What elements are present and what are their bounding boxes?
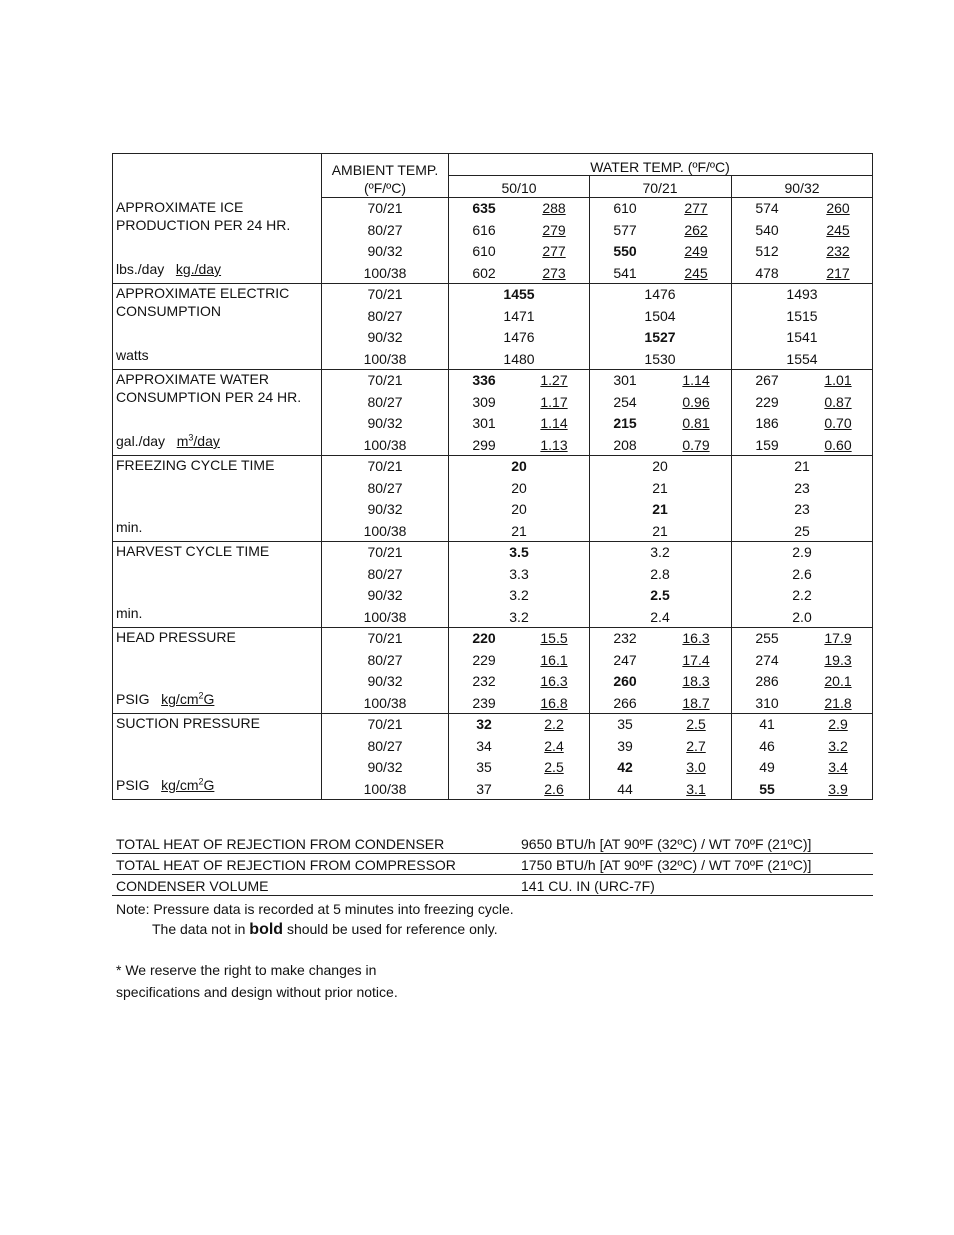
value-metric: 0.81 (682, 415, 710, 431)
ambient-temp-cell: 80/27 (367, 307, 403, 324)
section-title: FREEZING CYCLE TIME (116, 457, 275, 473)
value-imperial: 610 (472, 243, 496, 259)
section-divider (112, 283, 873, 284)
ambient-temp-cell: 80/27 (367, 565, 403, 582)
value-metric: 232 (826, 243, 850, 259)
value-imperial: 32 (476, 716, 492, 732)
table-top-border (112, 153, 873, 154)
reserve-note-line1: * We reserve the right to make changes in (116, 962, 377, 978)
note-pressure: Note: Pressure data is recorded at 5 minutes into freezing cycle. (116, 901, 514, 917)
unit-primary: gal./day (116, 433, 166, 449)
unit-metric-suffix: /day (193, 433, 220, 449)
value-imperial: 46 (759, 737, 775, 754)
value-metric: 1.17 (540, 393, 568, 410)
value-metric: 2.5 (544, 759, 564, 775)
summary-label: CONDENSER VOLUME (116, 878, 269, 894)
value-imperial: 229 (472, 651, 496, 668)
note-bold-reference (152, 921, 498, 938)
value-imperial: 550 (613, 243, 637, 259)
value-cell: 20 (511, 458, 527, 474)
header-sub-divider (448, 175, 873, 176)
value-imperial: 301 (613, 372, 637, 388)
reserve-note-line2: specifications and design without prior notice. (116, 984, 398, 1000)
unit-metric-base: kg./day (175, 261, 222, 277)
value-cell: 2.5 (650, 587, 670, 603)
value-imperial: 42 (617, 759, 633, 775)
value-metric: 260 (826, 200, 850, 216)
section-divider (112, 369, 873, 370)
section-unit (116, 777, 214, 793)
table-left-border (112, 153, 113, 799)
value-metric: 2.5 (686, 716, 706, 732)
value-metric: 3.2 (828, 737, 848, 754)
section-unit (116, 691, 214, 707)
note-bold-pre: The data not in (152, 921, 250, 937)
ambient-temp-cell: 100/38 (363, 522, 407, 539)
value-imperial: 478 (755, 264, 779, 281)
value-imperial: 220 (472, 630, 496, 646)
table-right-border (872, 153, 873, 799)
unit-metric-suffix: G (203, 691, 215, 707)
ambient-temp-cell: 100/38 (363, 436, 407, 453)
section-title: SUCTION PRESSURE (116, 715, 260, 731)
unit-metric-base: kg/cm (161, 777, 199, 793)
unit-primary: lbs./day (116, 261, 165, 277)
value-imperial: 616 (472, 221, 496, 238)
value-cell: 1554 (786, 350, 818, 367)
value-metric: 17.9 (824, 630, 852, 646)
value-metric: 18.7 (682, 694, 710, 711)
section-title: CONSUMPTION PER 24 HR. (116, 389, 302, 405)
water-col-90-32: 90/32 (784, 180, 820, 196)
section-divider (112, 455, 873, 456)
value-cell: 1541 (786, 329, 818, 345)
value-imperial: 274 (755, 651, 779, 668)
value-imperial: 41 (759, 716, 775, 732)
value-imperial: 574 (755, 200, 779, 216)
ambient-temp-cell: 100/38 (363, 608, 407, 625)
value-imperial: 266 (613, 694, 637, 711)
value-metric: 2.9 (828, 716, 848, 732)
value-cell: 21 (652, 479, 668, 496)
summary-divider (112, 853, 873, 854)
ambient-temp-cell: 80/27 (367, 651, 403, 668)
value-metric: 277 (542, 243, 566, 259)
value-metric: 17.4 (682, 651, 710, 668)
value-cell: 3.2 (509, 608, 529, 625)
section-title: HEAD PRESSURE (116, 629, 236, 645)
ambient-temp-cell: 100/38 (363, 780, 407, 797)
ambient-temp-cell: 90/32 (367, 673, 403, 689)
note-bold-post: should be used for reference only. (283, 921, 498, 937)
value-imperial: 286 (755, 673, 779, 689)
value-cell: 21 (794, 458, 810, 474)
water-temp-header: WATER TEMP. (ºF/ºC) (590, 159, 730, 175)
section-title: APPROXIMATE WATER (116, 371, 269, 387)
ambient-temp-cell: 70/21 (367, 716, 403, 732)
value-metric: 0.60 (824, 436, 852, 453)
value-cell: 21 (652, 501, 668, 517)
value-metric: 277 (684, 200, 708, 216)
ambient-temp-cell: 90/32 (367, 587, 403, 603)
value-cell: 1476 (644, 286, 676, 302)
value-metric: 1.14 (682, 372, 710, 388)
ambient-col-border (321, 153, 322, 799)
value-metric: 2.6 (544, 780, 564, 797)
value-cell: 3.3 (509, 565, 529, 582)
unit-metric (161, 691, 214, 707)
value-metric: 16.3 (682, 630, 710, 646)
value-metric: 2.7 (686, 737, 706, 754)
summary-label: TOTAL HEAT OF REJECTION FROM COMPRESSOR (116, 857, 456, 873)
value-metric: 19.3 (824, 651, 852, 668)
value-metric: 273 (542, 264, 566, 281)
value-metric: 1.27 (540, 372, 568, 388)
value-imperial: 215 (613, 415, 637, 431)
ambient-temp-cell: 80/27 (367, 479, 403, 496)
ambient-temp-cell: 70/21 (367, 200, 403, 216)
value-imperial: 55 (759, 780, 775, 797)
value-imperial: 336 (472, 372, 496, 388)
value-imperial: 239 (472, 694, 496, 711)
value-cell: 1527 (644, 329, 676, 345)
value-imperial: 159 (755, 436, 779, 453)
value-imperial: 44 (617, 780, 633, 797)
value-imperial: 232 (613, 630, 637, 646)
value-imperial: 208 (613, 436, 637, 453)
section-unit (116, 261, 221, 277)
unit-metric-base: kg/cm (161, 691, 199, 707)
summary-label: TOTAL HEAT OF REJECTION FROM CONDENSER (116, 836, 445, 852)
value-cell: 25 (794, 522, 810, 539)
value-imperial: 309 (472, 393, 496, 410)
header-bottom-border (321, 197, 873, 198)
ambient-temp-cell: 70/21 (367, 630, 403, 646)
ambient-temp-cell: 70/21 (367, 286, 403, 302)
section-title: HARVEST CYCLE TIME (116, 543, 270, 559)
unit-metric (177, 433, 220, 449)
value-cell: 23 (794, 479, 810, 496)
summary-divider (112, 895, 873, 896)
unit-metric-suffix: G (203, 777, 215, 793)
value-metric: 1.01 (824, 372, 852, 388)
ambient-temp-cell: 90/32 (367, 501, 403, 517)
value-imperial: 512 (755, 243, 779, 259)
water-col-70-21: 70/21 (642, 180, 678, 196)
value-imperial: 232 (472, 673, 496, 689)
value-imperial: 267 (755, 372, 779, 388)
value-imperial: 229 (755, 393, 779, 410)
unit-metric-sup: 2 (198, 690, 204, 701)
summary-divider (112, 874, 873, 875)
unit-primary: min. (116, 605, 143, 621)
value-imperial: 247 (613, 651, 637, 668)
note-bold-word: bold (249, 921, 284, 938)
value-metric: 288 (542, 200, 566, 216)
value-metric: 249 (684, 243, 708, 259)
value-cell: 20 (652, 458, 668, 474)
value-metric: 262 (684, 221, 708, 238)
ambient-temp-cell: 100/38 (363, 264, 407, 281)
value-metric: 16.1 (540, 651, 568, 668)
ambient-temp-cell: 100/38 (363, 350, 407, 367)
section-unit (116, 605, 142, 621)
value-cell: 2.2 (792, 587, 812, 603)
value-cell: 21 (511, 522, 527, 539)
value-metric: 16.3 (540, 673, 568, 689)
value-metric: 279 (542, 221, 566, 238)
value-imperial: 301 (472, 415, 496, 431)
value-metric: 3.0 (686, 759, 706, 775)
value-imperial: 34 (476, 737, 492, 754)
ambient-temp-cell: 90/32 (367, 329, 403, 345)
unit-metric (161, 777, 214, 793)
value-imperial: 635 (472, 200, 496, 216)
value-metric: 217 (826, 264, 850, 281)
ambient-temp-cell: 90/32 (367, 415, 403, 431)
water-col2-border (589, 175, 590, 799)
unit-primary: PSIG (116, 777, 150, 793)
value-imperial: 260 (613, 673, 637, 689)
value-metric: 2.2 (544, 716, 564, 732)
value-imperial: 602 (472, 264, 496, 281)
unit-primary: min. (116, 519, 143, 535)
unit-metric-sup: 2 (198, 776, 204, 787)
water-col-50-10: 50/10 (501, 180, 537, 196)
value-cell: 3.5 (509, 544, 529, 560)
value-imperial: 610 (613, 200, 637, 216)
value-metric: 15.5 (540, 630, 568, 646)
value-cell: 1493 (786, 286, 818, 302)
value-metric: 1.13 (540, 436, 568, 453)
value-imperial: 35 (476, 759, 492, 775)
value-cell: 23 (794, 501, 810, 517)
water-col3-border (731, 175, 732, 799)
value-imperial: 49 (759, 759, 775, 775)
section-title: APPROXIMATE ELECTRIC (116, 285, 290, 301)
section-divider (112, 713, 873, 714)
ambient-temp-cell: 100/38 (363, 694, 407, 711)
summary-value: 141 CU. IN (URC-7F) (521, 878, 655, 894)
value-cell: 1504 (644, 307, 676, 324)
section-divider (112, 627, 873, 628)
value-imperial: 37 (476, 780, 492, 797)
ambient-temp-cell: 90/32 (367, 759, 403, 775)
summary-value: 9650 BTU/h [AT 90ºF (32ºC) / WT 70ºF (21ºC)] (521, 836, 812, 852)
ambient-temp-cell: 70/21 (367, 544, 403, 560)
value-cell: 2.9 (792, 544, 812, 560)
ambient-temp-cell: 80/27 (367, 737, 403, 754)
section-unit (116, 519, 142, 535)
value-metric: 245 (826, 221, 850, 238)
value-cell: 2.0 (792, 608, 812, 625)
value-metric: 1.14 (540, 415, 568, 431)
value-cell: 2.4 (650, 608, 670, 625)
value-metric: 245 (684, 264, 708, 281)
value-imperial: 540 (755, 221, 779, 238)
value-metric: 20.1 (824, 673, 852, 689)
value-imperial: 541 (613, 264, 637, 281)
section-unit (116, 433, 220, 449)
ambient-temp-cell: 70/21 (367, 372, 403, 388)
summary-value: 1750 BTU/h [AT 90ºF (32ºC) / WT 70ºF (21ºC)] (521, 857, 812, 873)
ambient-temp-cell: 70/21 (367, 458, 403, 474)
section-divider (112, 541, 873, 542)
value-metric: 3.1 (686, 780, 706, 797)
value-metric: 18.3 (682, 673, 710, 689)
value-cell: 1455 (503, 286, 535, 302)
value-imperial: 299 (472, 436, 496, 453)
value-cell: 2.6 (792, 565, 812, 582)
value-metric: 0.79 (682, 436, 710, 453)
ambient-temp-cell: 80/27 (367, 393, 403, 410)
value-cell: 20 (511, 479, 527, 496)
value-metric: 3.4 (828, 759, 848, 775)
section-unit (116, 347, 149, 363)
value-cell: 20 (511, 501, 527, 517)
section-title: APPROXIMATE ICE (116, 199, 244, 215)
water-col-border (448, 153, 449, 799)
unit-primary: PSIG (116, 691, 150, 707)
ambient-temp-cell: 90/32 (367, 243, 403, 259)
value-metric: 3.9 (828, 780, 848, 797)
value-cell: 1515 (786, 307, 818, 324)
value-imperial: 35 (617, 716, 633, 732)
value-cell: 1530 (644, 350, 676, 367)
value-imperial: 577 (613, 221, 637, 238)
unit-metric-sup: 3 (188, 432, 194, 443)
value-cell: 1480 (503, 350, 535, 367)
value-cell: 3.2 (650, 544, 670, 560)
value-metric: 2.4 (544, 737, 564, 754)
ambient-temp-cell: 80/27 (367, 221, 403, 238)
value-imperial: 255 (755, 630, 779, 646)
value-metric: 16.8 (540, 694, 568, 711)
value-metric: 0.87 (824, 393, 852, 410)
unit-metric (176, 261, 221, 277)
value-cell: 2.8 (650, 565, 670, 582)
value-metric: 0.96 (682, 393, 710, 410)
ambient-header-line2: (ºF/ºC) (363, 180, 407, 196)
section-title: CONSUMPTION (116, 303, 221, 319)
value-imperial: 310 (755, 694, 779, 711)
value-imperial: 254 (613, 393, 637, 410)
value-imperial: 186 (755, 415, 779, 431)
value-cell: 1471 (503, 307, 535, 324)
value-cell: 3.2 (509, 587, 529, 603)
value-cell: 1476 (503, 329, 535, 345)
value-imperial: 39 (617, 737, 633, 754)
section-title: PRODUCTION PER 24 HR. (116, 217, 291, 233)
value-metric: 21.8 (824, 694, 852, 711)
unit-primary: watts (116, 347, 149, 363)
unit-metric-base: m (176, 433, 189, 449)
value-metric: 0.70 (824, 415, 852, 431)
ambient-header-line1: AMBIENT TEMP. (331, 162, 439, 178)
value-cell: 21 (652, 522, 668, 539)
section-divider (112, 799, 873, 800)
